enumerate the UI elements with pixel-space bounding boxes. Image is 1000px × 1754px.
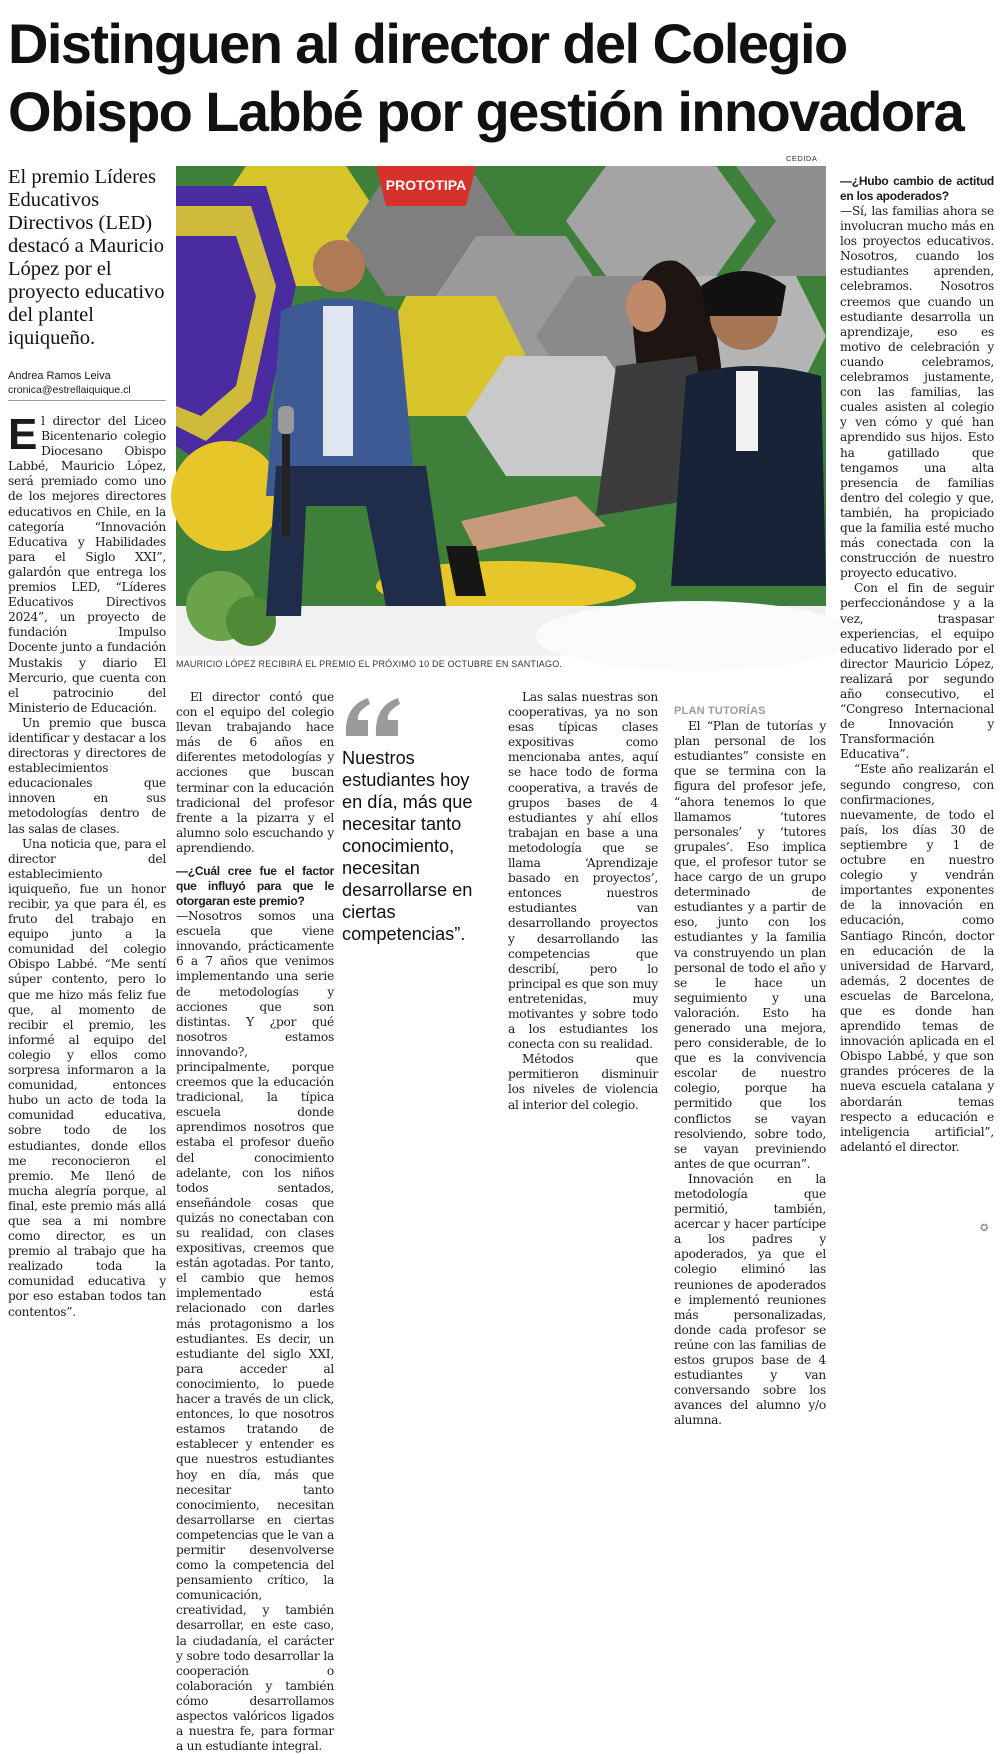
paragraph-12: “Este año realizarán el segundo congreso, con confirmaciones, nuevamente, de todo el país, los días 30 de septiembre y 1 de octubre en nuestro colegio y vendrán importantes exponentes de la innovación en educación, como Santiago Rincón, doctor en educación de la universidad de Harvard, además, 2 docentes de escuelas de Barcelona, que es donde han aprendido temas de innovación aplicada en el Obispo Labbé, y que son grandes próceres de la nueva escuela catalana y abordarán temas respecto a educación e inteligencia artificial”, adelantó el director.: [840, 762, 994, 1154]
byline-email[interactable]: cronica@estrellaiquique.cl: [8, 384, 131, 396]
column-6: [840, 166, 994, 1155]
paragraph-1: El director del Liceo Bicentenario colegio Diocesano Obispo Labbé, Mauricio López, será premiado como uno de los mejores directores educativos en Chile, en la categoría “Innovación Educativa y Habilidades para el Siglo XXI”, galardón que entrega los premios LED, “Líderes Educativos Directivos 2024”, un proyecto de fundación Impulso Docente junto a fundación Mustakis y diario El Mercurio, que cuenta con el patrocinio del Ministerio de Educación.: [8, 410, 166, 715]
photo-sign-text: PROTOTIPA: [385, 177, 467, 193]
headline-line-1: Distinguen al director del Colegio: [8, 12, 847, 75]
pull-quote: Nuestros estudiantes hoy en día, más que necesitar tanto conocimiento, necesitan desarrollarse en ciertas competencias”.: [342, 748, 473, 944]
photo-caption: MAURICIO LÓPEZ RECIBIRÁ EL PREMIO EL PRÓXIMO 10 DE OCTUBRE EN SANTIAGO.: [176, 659, 563, 669]
photo-credit: CEDIDA: [786, 154, 818, 163]
end-mark-icon: ✪: [980, 1223, 989, 1234]
paragraph-10: —Sí, las familias ahora se involucran mucho más en los proyectos educativos. Nosotros, cuando los estudiantes aprenden, celebramos. Nosotros creemos que cuando un estudiante desarrolla un aprendizaje, eso es motivo de celebración y cuando celebramos, celebramos justamente, con las familias, las cuales asisten al colegio y ven cómo y qué han aprendido sus hijos. Esto ha gatillado que tengamos una alta presencia de familias dentro del colegio y que, también, ha propiciado que la familia esté mucho más conectada con la construcción de nuestro proyecto educativo.: [840, 204, 994, 581]
column-2: [176, 690, 334, 1754]
headline: [8, 10, 992, 146]
dropcap: E: [8, 410, 38, 459]
byline-author: Andrea Ramos Leiva: [8, 370, 111, 382]
byline-divider: [8, 400, 166, 401]
quote-mark-icon: [342, 696, 402, 740]
column-4: [508, 690, 658, 1113]
paragraph-3: Una noticia que, para el director del establecimiento iquiqueño, fue un honor recibir, ya que para él, es fruto del trabajo en equipo junto a la comunidad del colegio Obispo Labbé. “Me sentí súper contento, pero lo que me hizo más feliz fue que, al momento de recibir el premio, les informé al equipo del colegio y ellos como sorpresa informaron a la comunidad, entonces hubo un acto de toda la comunidad educativa, sobre todo de los estudiantes, donde ellos me reconocieron el premio. Me llenó de mucha alegría porque, al final, este premio más allá que sea a mi nombre como director, es un premio al trabajo que ha realizado toda la comunidad educativa y por eso estaban todos tan contentos”.: [8, 836, 166, 1319]
paragraph-8: El “Plan de tutorías y plan personal de los estudiantes” consiste en que se termina con la figura del profesor jefe, “ahora tenemos lo que llamamos ‘tutores personales’ y ‘tutores grupales’. Eso implica que, el profesor tutor se hace cargo de un grupo determinado de estudiantes y a partir de eso, junto con los estudiantes y la familia va construyendo un plan personal de todo el año y se le hace un seguimiento y una valoración. Esto ha generado una mejora, pero considerable, de lo que es la convivencia escolar de nuestro colegio, porque ha permitido que los conflictos se vayan resolviendo, sobre todo, se vayan previniendo antes de que ocurran”.: [674, 719, 826, 1171]
column-1a: [8, 410, 166, 1320]
paragraph-11: Con el fin de seguir perfeccionándose y a la vez, traspasar experiencias, el equipo educativo liderado por el director Mauricio López, realizará por segundo año consecutivo, el “Congreso Internacional de Innovación y Transformación Educativa”.: [840, 581, 994, 762]
photo-illustration: [176, 166, 826, 656]
lede: El premio Líderes Educativos Directivos (LED) destacó a Mauricio López por el proyecto educativo del plantel iquiqueño.: [8, 166, 165, 349]
article-photo: [176, 166, 826, 656]
paragraph-5: —Nosotros somos una escuela que viene innovando, prácticamente 6 a 7 años que venimos implementando una serie de metodologías y acciones que son distintas. Y ¿por qué nosotros estamos innovando?, principalmente, porque creemos que la educación tradicional, la típica escuela donde aprendimos nosotros que estaba el profesor dueño del conocimiento adelante, con los niños todos sentados, enseñándole cosas que quizás no conectaban con su realidad, con clases expositivas, creemos que están agotadas. Por tanto, el cambio que hemos implementado está relacionado con darles más protagonismo a los estudiantes. Es decir, un estudiante del siglo XXI, para acceder al conocimiento, lo puede hacer a través de un click, entonces, lo que nosotros estamos tratando de establecer y entender es que nuestros estudiantes hoy en día, más que necesitar tanto conocimiento, necesitan desarrollarse en ciertas competencias que le van a permitir desenvolverse como la competencia del pensamiento crítico, la comunicación, creatividad, y también desarrollar, en este caso, la ciudadanía, el carácter y sobre todo desarrollar la cooperación o colaboración y también cómo desarrollamos aspectos valóricos ligados a nuestra fe, para formar a un estudiante integral.: [176, 909, 334, 1754]
paragraph-6: Las salas nuestras son cooperativas, ya no son esas típicas clases expositivas como mencionaba antes, aquí se hace todo de forma cooperativa, a través de grupos bases de 4 estudiantes y ahí ellos trabajan en base a una metodología que se llama ‘Aprendizaje basado en proyectos’, entonces nuestros estudiantes van desarrollando proyectos y desarrollando las competencias que describí, pero lo principal es que son muy entretenidas, muy motivantes y sobre todo a los estudiantes los conecta con su realidad.: [508, 690, 658, 1052]
column-5: [674, 690, 826, 1429]
question-2: —¿Hubo cambio de actitud en los apoderados?: [840, 174, 994, 203]
paragraph-9: Innovación en la metodología que permitió, también, acercar y hacer partícipe a los padres y apoderados, ya que el colegio eliminó las reuniones de apoderados e implementó reuniones más personalizadas, donde cada profesor se reúne con las familias de estos grupos base de 4 estudiantes y van conversando sobre los avances del alumno y/o alumna.: [674, 1171, 826, 1428]
paragraph-4: El director contó que con el equipo del colegio llevan trabajando hace más de 6 años en diferentes metodologías y acciones que buscan terminar con la educación tradicional del profesor frente a la pizarra y el alumno solo escuchando y aprendiendo.: [176, 690, 334, 855]
headline-line-2: Obispo Labbé por gestión innovadora: [8, 80, 964, 143]
subhead-plan-tutorias: PLAN TUTORÍAS: [674, 705, 766, 717]
paragraph-2: Un premio que busca identificar y destacar a los directoras y directores de establecimientos educacionales que innoven en sus metodologías dentro de las salas de clases.: [8, 715, 166, 836]
question-1: —¿Cuál cree fue el factor que influyó para que le otorgaran este premio?: [176, 864, 334, 909]
paragraph-7: Métodos que permitieron disminuir los niveles de violencia al interior del colegio.: [508, 1052, 658, 1112]
